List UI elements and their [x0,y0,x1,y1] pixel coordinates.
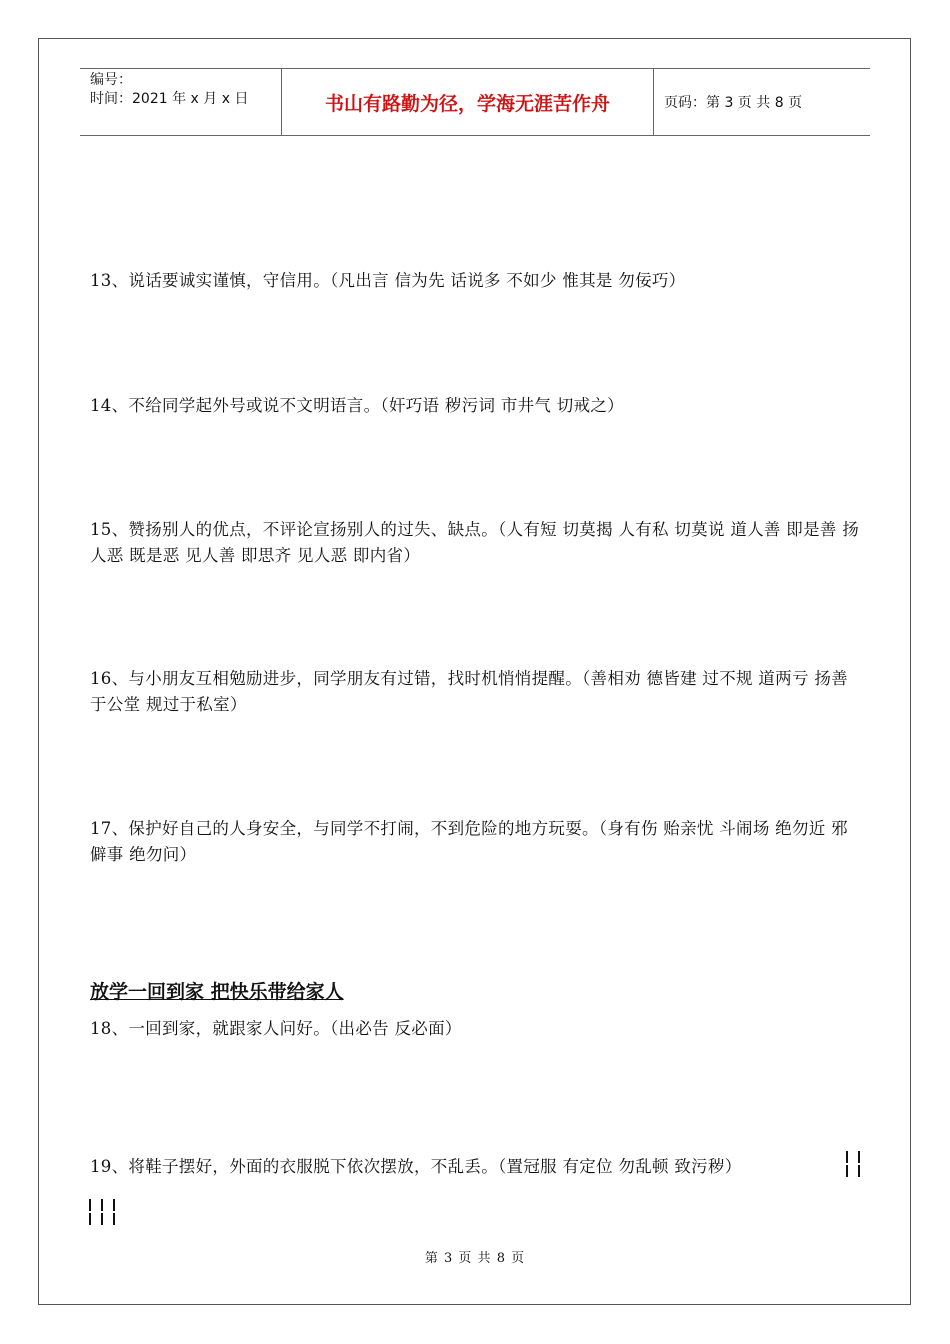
table-remnant-marks-lower [89,1199,115,1225]
rule-item-17: 17、保护好自己的人身安全，与同学不打闹，不到危险的地方玩耍。（身有伤 贻亲忧 斗闹场 绝勿近 邪僻事 绝勿问） [90,819,848,864]
rule-item-13: 13、说话要诚实谨慎，守信用。（凡出言 信为先 话说多 不如少 惟其是 勿佞巧） [90,271,686,290]
header-motto: 书山有路勤为径，学海无涯苦作舟 [282,69,654,135]
time-label: 时间：2021 年 x 月 x 日 [90,91,249,107]
rule-item-14: 14、不给同学起外号或说不文明语言。（奸巧语 秽污词 市井气 切戒之） [90,396,624,415]
page-header [80,68,870,136]
rule-item-15: 15、赞扬别人的优点，不评论宣扬别人的过失、缺点。（人有短 切莫揭 人有私 切莫说 道人善 即是善 扬人恶 既是恶 见人善 即思齐 见人恶 即内省） [90,520,860,565]
section-heading: 放学一回到家 把快乐带给家人 [90,981,344,1003]
rule-item-19: 19、将鞋子摆好，外面的衣服脱下依次摆放，不乱丢。（置冠服 有定位 勿乱顿 致污秽） [90,1157,742,1176]
header-page-info: 页码：第 3 页 共 8 页 [664,95,803,111]
number-label: 编号： [90,72,132,88]
header-meta [80,69,282,135]
rule-item-18: 18、一回到家，就跟家人问好。（出必告 反必面） [90,1019,462,1038]
page-footer: 第 3 页 共 8 页 [424,1251,526,1266]
table-remnant-marks [846,1151,860,1177]
rule-item-16: 16、与小朋友互相勉励进步，同学朋友有过错，找时机悄悄提醒。（善相劝 德皆建 过不规 道两亏 扬善于公堂 规过于私室） [90,669,848,714]
